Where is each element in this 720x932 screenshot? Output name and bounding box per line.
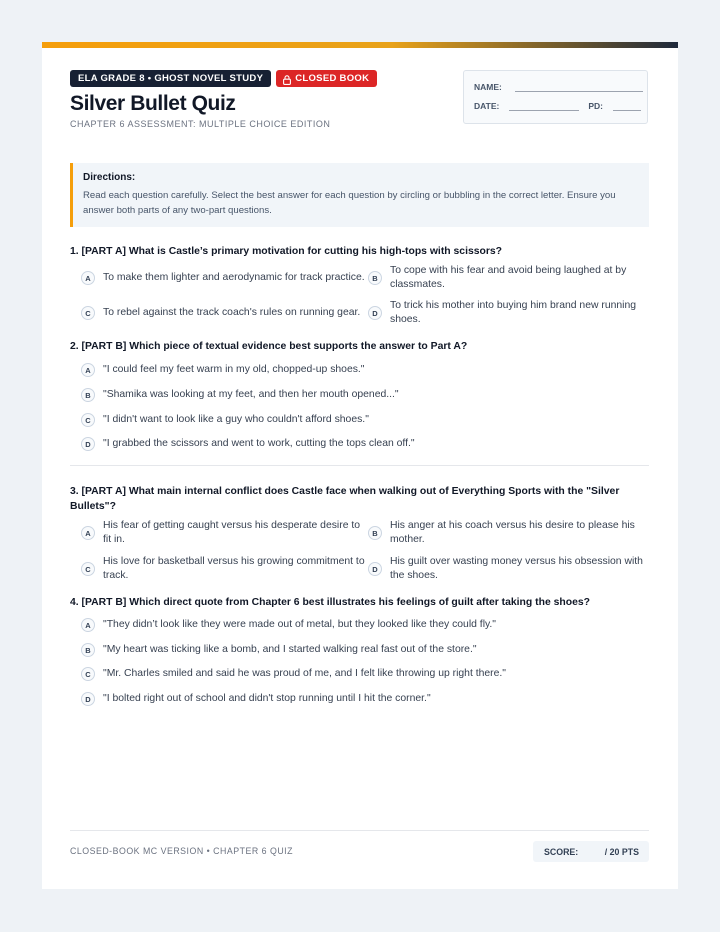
answer-option-b[interactable] xyxy=(368,264,660,292)
directions-text: Read each question carefully. Select the best answer for each question by circling or bubbling in the correct letter. Ensure you answer both parts of any two-part questions. xyxy=(83,190,616,216)
bubble-d[interactable]: D xyxy=(81,692,95,706)
answer-list xyxy=(70,358,649,457)
option-text: "I bolted right out of school and didn't stop running until I hit the corner." xyxy=(103,693,431,705)
question-text: 1. [PART A] What is Castle’s primary motivation for cutting his high-tops with scissors? xyxy=(70,246,503,257)
question-2 xyxy=(70,339,649,457)
option-text: "They didn’t look like they were made out of metal, but they looked like they could fly." xyxy=(103,619,496,631)
option-text: "Mr. Charles smiled and said he was proud of me, and I felt like throwing up right there." xyxy=(103,668,506,680)
sheet-content xyxy=(70,70,649,712)
bubble-b[interactable]: B xyxy=(368,271,382,285)
score-total: / 20 PTS xyxy=(604,847,639,857)
answer-list xyxy=(70,613,649,712)
bubble-a[interactable]: A xyxy=(81,618,95,632)
answer-option-a[interactable] xyxy=(81,613,649,638)
closed-book-badge xyxy=(276,70,377,87)
bubble-c[interactable]: C xyxy=(81,306,95,320)
answer-option-d[interactable] xyxy=(368,555,660,583)
answer-option-a[interactable] xyxy=(81,519,368,547)
directions-title: Directions: xyxy=(83,172,136,183)
bubble-c[interactable]: C xyxy=(81,562,95,576)
answer-option-a[interactable] xyxy=(81,358,649,383)
option-text: "I could feel my feet warm in my old, chopped-up shoes." xyxy=(103,364,365,376)
bubble-b[interactable]: B xyxy=(81,388,95,402)
option-text: "I grabbed the scissors and went to work, cutting the tops clean off." xyxy=(103,438,415,450)
page-title: Silver Bullet Quiz xyxy=(70,92,236,115)
student-info-box xyxy=(463,70,648,124)
bubble-a[interactable]: A xyxy=(81,526,95,540)
question-4 xyxy=(70,595,649,712)
pd-label: PD: xyxy=(588,101,603,111)
page-subtitle: CHAPTER 6 ASSESSMENT: MULTIPLE CHOICE EDITION xyxy=(70,119,331,129)
answer-option-b[interactable] xyxy=(81,383,649,408)
answer-option-c[interactable] xyxy=(81,299,368,327)
option-text: "Shamika was looking at my feet, and then her mouth opened..." xyxy=(103,389,399,401)
quiz-header xyxy=(70,70,649,142)
answer-option-c[interactable] xyxy=(81,407,649,432)
name-row xyxy=(474,82,643,92)
accent-bar xyxy=(42,42,678,48)
bubble-c[interactable]: C xyxy=(81,667,95,681)
date-row xyxy=(474,101,641,111)
answer-option-d[interactable] xyxy=(81,432,649,457)
directions-box xyxy=(70,163,649,227)
answer-option-d[interactable] xyxy=(368,299,660,327)
course-badge: ELA GRADE 8 • GHOST NOVEL STUDY xyxy=(70,70,271,87)
bubble-b[interactable]: B xyxy=(81,643,95,657)
question-3 xyxy=(70,484,649,583)
answer-option-d[interactable] xyxy=(81,687,649,712)
question-text: 3. [PART A] What main internal conflict does Castle face when walking out of Everything Sports with the "Silver Bullets"? xyxy=(70,485,620,512)
bubble-a[interactable]: A xyxy=(81,363,95,377)
question-text: 2. [PART B] Which piece of textual evidence best supports the answer to Part A? xyxy=(70,341,468,352)
answer-grid xyxy=(70,519,649,583)
footer-version-text: CLOSED-BOOK MC VERSION • CHAPTER 6 QUIZ xyxy=(70,846,293,856)
question-1 xyxy=(70,244,649,327)
name-label: NAME: xyxy=(474,82,502,92)
bubble-c[interactable]: C xyxy=(81,413,95,427)
section-divider xyxy=(70,465,649,466)
bubble-a[interactable]: A xyxy=(81,271,95,285)
option-text: To rebel against the track coach's rules on running gear. xyxy=(103,307,361,318)
bubble-d[interactable]: D xyxy=(368,306,382,320)
option-text: To trick his mother into buying him brand new running shoes. xyxy=(390,300,637,325)
score-box xyxy=(533,841,649,862)
option-text: His anger at his coach versus his desire to please his mother. xyxy=(390,519,635,545)
option-text: To make them lighter and aerodynamic for track practice. xyxy=(103,272,365,283)
option-text: "My heart was ticking like a bomb, and I started walking real fast out of the store." xyxy=(103,643,477,655)
option-text: His guilt over wasting money versus his obsession with the shoes. xyxy=(390,555,643,581)
bubble-d[interactable]: D xyxy=(368,562,382,576)
bubble-b[interactable]: B xyxy=(368,526,382,540)
quiz-sheet xyxy=(42,42,678,889)
date-field[interactable] xyxy=(509,102,579,111)
answer-option-a[interactable] xyxy=(81,264,368,292)
quiz-footer xyxy=(70,830,649,871)
date-label: DATE: xyxy=(474,101,500,111)
closed-book-label: CLOSED BOOK xyxy=(295,73,370,84)
score-label: SCORE: xyxy=(544,847,579,857)
option-text: "I didn't want to look like a guy who couldn't afford shoes." xyxy=(103,413,369,425)
question-text: 4. [PART B] Which direct quote from Chapter 6 best illustrates his feelings of guilt after taking the shoes? xyxy=(70,596,590,608)
bubble-d[interactable]: D xyxy=(81,437,95,451)
option-text: His love for basketball versus his growing commitment to track. xyxy=(103,555,365,581)
option-text: His fear of getting caught versus his desperate desire to fit in. xyxy=(103,519,361,545)
name-field[interactable] xyxy=(515,83,643,92)
lock-icon xyxy=(283,75,291,85)
answer-grid xyxy=(70,264,649,327)
pd-field[interactable] xyxy=(613,102,641,111)
answer-option-c[interactable] xyxy=(81,555,368,583)
answer-option-b[interactable] xyxy=(81,637,649,662)
answer-option-c[interactable] xyxy=(81,662,649,687)
answer-option-b[interactable] xyxy=(368,519,660,547)
option-text: To cope with his fear and avoid being laughed at by classmates. xyxy=(390,265,627,290)
